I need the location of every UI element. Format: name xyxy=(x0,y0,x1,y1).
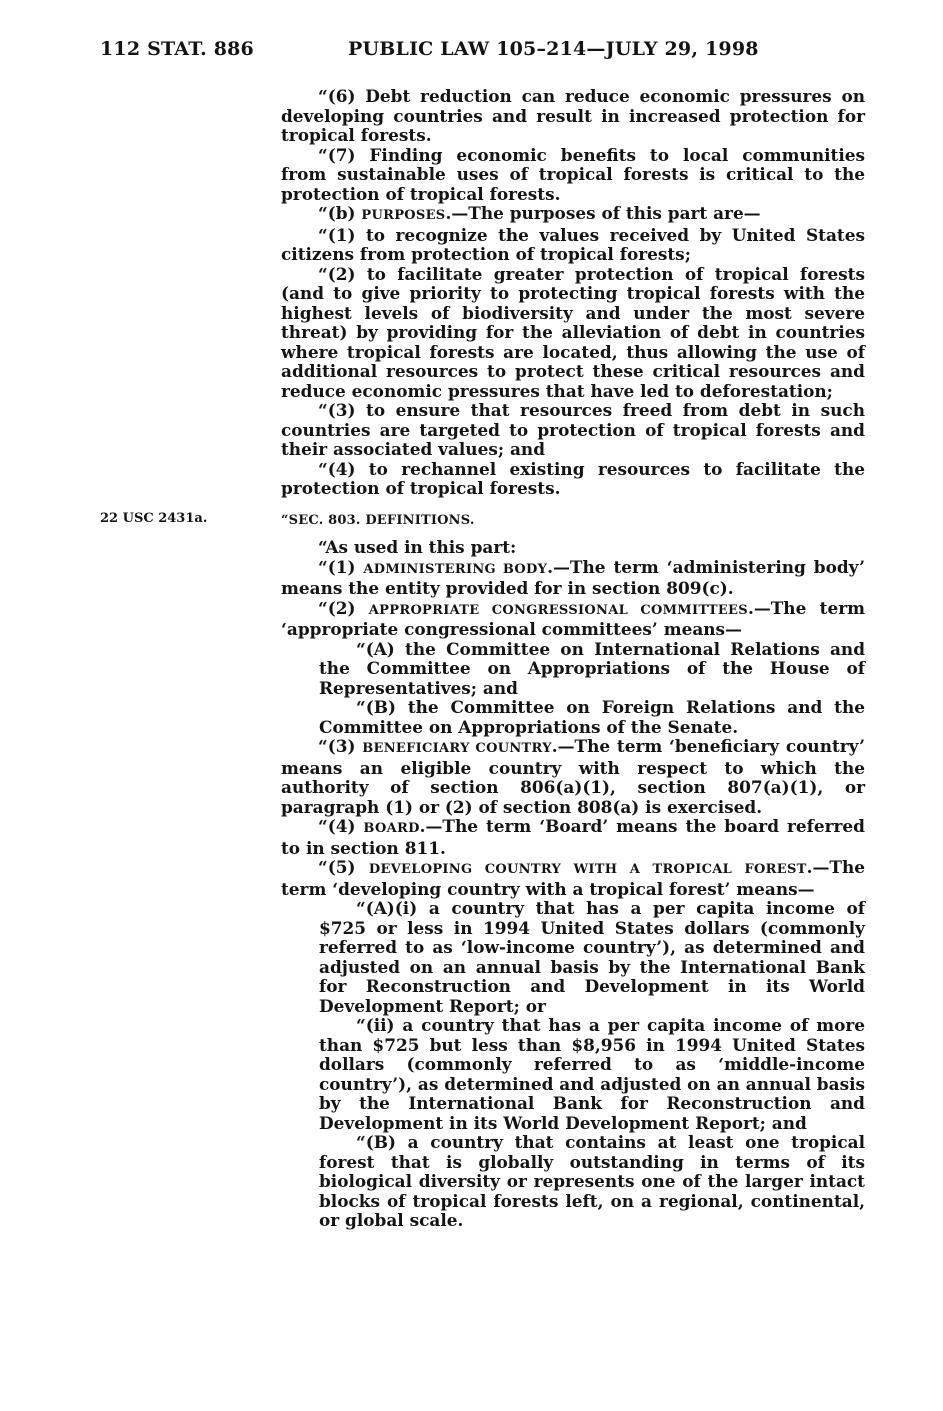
purposes-intro xyxy=(281,204,865,226)
definitions-intro: “As used in this part: xyxy=(318,537,517,557)
margin-note-usc: 22 USC 2431a. xyxy=(100,511,208,526)
purposes-text: .—The purposes of this part are— xyxy=(445,203,761,223)
definition-3-prefix: “(3) xyxy=(318,736,363,756)
definition-3-term: BENEFICIARY COUNTRY xyxy=(362,741,552,756)
definition-2 xyxy=(281,599,865,640)
purpose-2: “(2) to facilitate greater protection of tropical forests (and to give priority to protecting tropical forests with the highest levels of biodiversity and under the most severe threat) by providing for the alleviation of debt in countries where tropical forests are located, thus allowing the use of additional resources to protect these critical resources and reduce economic pressures that have led to deforestation; xyxy=(281,263,865,401)
purpose-1: “(1) to recognize the values received by United States citizens from protection of tropical forests; xyxy=(281,224,865,264)
running-head: PUBLIC LAW 105–214—JULY 29, 1998 xyxy=(348,38,759,60)
definition-2-prefix: “(2) xyxy=(318,597,369,618)
definition-4 xyxy=(281,817,865,858)
definition-2-b: “(B) the Committee on Foreign Relations and the Committee on Appropriations of the Senate. xyxy=(319,697,865,737)
definition-5-b: “(B) a country that contains at least one tropical forest that is globally outstanding in terms of its biological diversity or represents one of the larger intact blocks of tropical forests left, on a regional, continental, or global scale. xyxy=(319,1132,865,1230)
definition-3-text: .—The term ‘beneficiary country’ means an eligible country with respect to which the authority of section 806(a)(1), section 807(a)(1), or paragraph (1) or (2) of section 808(a) is exercised. xyxy=(281,736,865,817)
definition-4-text: .—The term ‘Board’ means the board referred to in section 811. xyxy=(281,816,865,858)
definition-2-term: APPROPRIATE CONGRESSIONAL COMMITTEES xyxy=(368,602,748,618)
definition-1-prefix: “(1) xyxy=(318,556,364,577)
definition-5 xyxy=(281,858,865,899)
definition-1 xyxy=(281,558,865,599)
definition-5-prefix: “(5) xyxy=(318,857,369,877)
definition-5-a-ii: “(ii) a country that has a per capita income of more than $725 but less than $8,956 in 1994 United States dollars (commonly referred to as ‘middle-income country’), as determined and adjusted on an annual basis by the International Bank for Reconstruction and Development in its World Development Report; and xyxy=(319,1015,865,1133)
finding-7: “(7) Finding economic benefits to local communities from sustainable uses of tropical forests is critical to the protection of tropical forests. xyxy=(281,144,865,204)
definition-5-text: .—The term ‘developing country with a tropical forest’ means— xyxy=(281,857,865,899)
purposes-prefix: “(b) xyxy=(318,203,362,223)
purposes-heading: PURPOSES xyxy=(361,208,446,223)
statute-body xyxy=(281,87,865,1231)
purpose-3: “(3) to ensure that resources freed from debt in such countries are targeted to protection of tropical forests and their associated values; and xyxy=(281,400,865,459)
section-heading: “SEC. 803. DEFINITIONS. xyxy=(281,512,475,528)
purpose-4: “(4) to rechannel existing resources to facilitate the protection of tropical forests. xyxy=(281,458,865,498)
page-citation: 112 STAT. 886 xyxy=(100,38,254,60)
definition-1-text: .—The term ‘administering body’ means the entity provided for in section 809(c). xyxy=(281,556,865,598)
definition-4-term: BOARD xyxy=(363,821,420,836)
definition-3 xyxy=(281,737,865,817)
finding-6: “(6) Debt reduction can reduce economic pressures on developing countries and result in increased protection for tropical forests. xyxy=(281,86,865,145)
definition-4-prefix: “(4) xyxy=(318,816,364,836)
definition-1-term: ADMINISTERING BODY xyxy=(363,561,548,577)
definition-2-text: .—The term ‘appropriate congressional committees’ means— xyxy=(281,597,865,639)
definition-5-term: DEVELOPING COUNTRY WITH A TROPICAL FOREST xyxy=(368,862,807,877)
definition-2-a: “(A) the Committee on International Relations and the Committee on Appropriations of the House of Representatives; and xyxy=(319,638,865,698)
definition-5-a-i: “(A)(i) a country that has a per capita income of $725 or less in 1994 United States dollars (commonly referred to as ‘low-income country’), as determined and adjusted on an annual basis by the International Bank for Reconstruction and Development in its World Development Report; or xyxy=(319,898,865,1016)
